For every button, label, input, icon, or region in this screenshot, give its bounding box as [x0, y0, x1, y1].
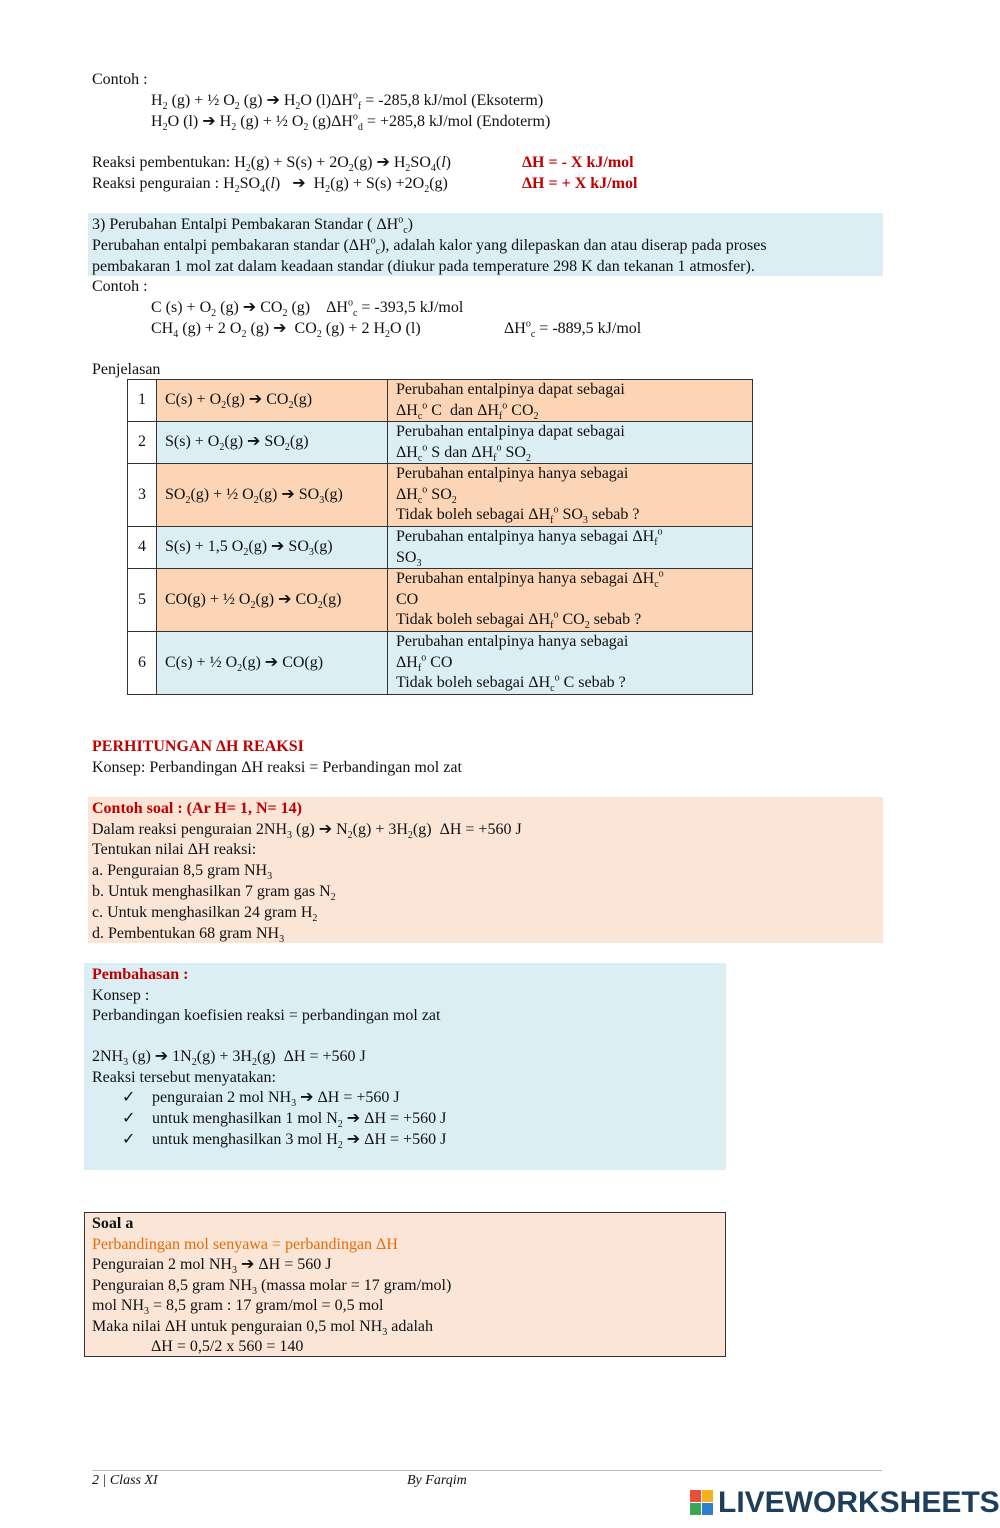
combustion-methane-dh: $\Delta H^o_c = -889,5$ kJ/mol [504, 318, 642, 341]
contoh-soal-reaction: Dalam reaksi penguraian $2NH_3$ (g) ➔ $N_2(g) + 3H_2(g) \Delta H = +560$ J [92, 821, 522, 842]
row-equation: $SO_2(g)$ + ½ $O_2(g)$ ➔ $SO_3(g)$ [157, 464, 388, 527]
arrow-icon: ➔ [281, 485, 295, 503]
row-description: Perubahan entalpinya hanya sebagai $\Delta H_f^o$ CO Tidak boleh sebagai $\Delta H_c^o$ C sebab ? [388, 632, 753, 695]
contoh-soal-instruction: Tentukan nilai ΔH reaksi: [92, 841, 257, 858]
contoh-soal-b: b. Untuk menghasilkan 7 gram gas $N_2$ [92, 883, 336, 904]
pembahasan-statement: Reaksi tersebut menyatakan: [92, 1069, 276, 1086]
soal-a-line3: Penguraian 8,5 gram $NH_3$ (massa molar = 17 gram/mol) [92, 1277, 452, 1298]
row-number: 5 [128, 569, 157, 632]
arrow-icon: ➔ [242, 299, 257, 316]
footer-divider [92, 1470, 882, 1471]
reaksi-pembentukan: Reaksi pembentukan: $H_2(g) + S(s) + 2O_2(g)$ ➔ $H_2SO_4(l)$ [92, 154, 451, 175]
contoh-soal-c: c. Untuk menghasilkan 24 gram $H_2$ [92, 904, 318, 925]
combustion-carbon: C $(s) + O_2$ (g) ➔ $CO_2$ (g) $\Delta H^o_c = -393,5$ kJ/mol [151, 297, 464, 320]
arrow-icon: ➔ [266, 92, 280, 109]
arrow-icon: ➔ [292, 175, 306, 192]
arrow-icon: ➔ [318, 821, 333, 838]
checkmark-icon: ✓ [122, 1131, 136, 1148]
pembahasan-check-1: ✓ penguraian 2 mol $NH_3$ ➔ ΔH = +560 J [122, 1089, 400, 1110]
penjelasan-label: Penjelasan [92, 361, 161, 378]
table-row [128, 527, 753, 569]
pembahasan-check-3: ✓ untuk menghasilkan 3 mol $H_2$ ➔ ΔH = +560 J [122, 1131, 447, 1152]
perhitungan-title: PERHITUNGAN ΔH REAKSI [92, 738, 304, 755]
soal-a-result: ΔH = 0,5/2 x 560 = 140 [151, 1338, 304, 1355]
table-row [128, 632, 753, 695]
pembahasan-title: Pembahasan : [92, 966, 189, 983]
pembahasan-konsep: Konsep : [92, 987, 150, 1004]
row-equation: C(s) + ½ $O_2(g)$ ➔ CO(g) [157, 632, 388, 695]
liveworksheets-logo-icon [690, 1490, 714, 1516]
reaksi-penguraian: Reaksi penguraian : $H_2SO_4(l)$ ➔ $H_2(g) + S(s) +2O_2(g)$ [92, 175, 448, 196]
perhitungan-konsep: Konsep: Perbandingan ΔH reaksi = Perbandingan mol zat [92, 759, 462, 776]
section3-contoh-label: Contoh : [92, 278, 148, 295]
combustion-methane: $CH_4$ (g) + 2 $O_2$ (g) ➔ $CO_2$ (g) + 2 $H_2O$ (l) [151, 320, 421, 341]
arrow-icon: ➔ [154, 1048, 169, 1065]
row-description: Perubahan entalpinya hanya sebagai $\Delta H_f^o$ $SO_3$ [388, 527, 753, 569]
row-description: Perubahan entalpinya dapat sebagai $\Delta H_c^o$ S dan $\Delta H_f^o$ $SO_2$ [388, 422, 753, 464]
row-number: 1 [128, 380, 157, 422]
row-number: 3 [128, 464, 157, 527]
pembahasan-concept-text: Perbandingan koefisien reaksi = perbandingan mol zat [92, 1007, 441, 1024]
reaksi-penguraian-dh: ΔH = + X kJ/mol [522, 175, 638, 192]
pembahasan-check-2: ✓ untuk menghasilkan 1 mol $N_2$ ➔ ΔH = +560 J [122, 1110, 447, 1131]
arrow-icon: ➔ [278, 590, 292, 608]
table-row [128, 569, 753, 632]
footer-author: By Farqim [407, 1473, 467, 1488]
checkmark-icon: ✓ [122, 1110, 136, 1127]
contoh-soal-title: Contoh soal : (Ar H= 1, N= 14) [92, 800, 302, 817]
soal-a-title: Soal a [92, 1215, 134, 1232]
arrow-icon: ➔ [273, 320, 287, 337]
soal-a-line2: Penguraian 2 mol $NH_3$ ➔ ΔH = 560 J [92, 1256, 332, 1277]
soal-a-line5: Maka nilai ΔH untuk penguraian 0,5 mol $NH_3$ adalah [92, 1318, 433, 1339]
arrow-icon: ➔ [264, 653, 279, 671]
section3-definition-cont: pembakaran 1 mol zat dalam keadaan standar (diukur pada temperature 298 K dan tekanan 1 atmosfer). [92, 258, 755, 275]
penjelasan-table [127, 379, 753, 695]
soal-a-line4: mol $NH_3 = 8,5$ gram : 17 gram/mol = 0,5 mol [92, 1297, 384, 1318]
checkmark-icon: ✓ [122, 1089, 136, 1106]
contoh-soal-a: a. Penguraian 8,5 gram $NH_3$ [92, 862, 273, 883]
row-equation: $S(s) + O_2(g)$ ➔ $SO_2(g)$ [157, 422, 388, 464]
arrow-icon: ➔ [271, 538, 285, 556]
row-description: Perubahan entalpinya hanya sebagai $\Delta H_c^o$ CO Tidak boleh sebagai $\Delta H_f^o$ $CO_2$ sebab ? [388, 569, 753, 632]
section3-definition: Perubahan entalpi pembakaran standar $(\Delta H^o_c)$, adalah kalor yang dilepaskan dan atau diserap pada proses [92, 235, 767, 258]
soal-a-principle: Perbandingan mol senyawa = perbandingan ΔH [92, 1236, 398, 1253]
arrow-icon: ➔ [240, 1256, 255, 1273]
arrow-icon: ➔ [376, 154, 390, 171]
liveworksheets-brand[interactable]: LIVEWORKSHEETS [718, 1486, 1000, 1519]
arrow-icon: ➔ [346, 1131, 361, 1148]
pembahasan-reaction: $2NH_3$ (g) ➔ $1N_2(g) + 3H_2(g) \Delta H = +560$ J [92, 1048, 366, 1069]
row-equation: CO(g) + ½ $O_2(g)$ ➔ $CO_2(g)$ [157, 569, 388, 632]
arrow-icon: ➔ [202, 113, 216, 130]
section3-heading: 3) Perubahan Entalpi Pembakaran Standar ( $\Delta H^o_c$) [92, 214, 413, 237]
row-number: 4 [128, 527, 157, 569]
contoh-soal-d: d. Pembentukan 68 gram $NH_3$ [92, 925, 285, 946]
row-number: 6 [128, 632, 157, 695]
arrow-icon: ➔ [247, 433, 261, 451]
row-equation: $C(s) + O_2(g)$ ➔ $CO_2(g)$ [157, 380, 388, 422]
reaksi-pembentukan-dh: ΔH = - X kJ/mol [522, 154, 634, 171]
row-description: Perubahan entalpinya hanya sebagai $\Delta H_c^o$ $SO_2$ Tidak boleh sebagai $\Delta H_f^o$ $SO_3$ sebab ? [388, 464, 753, 527]
equation-decomposition-water: $H_2O$ (l) ➔ $H_2$ (g) + ½ $O_2$ $(g)\Delta H^o_d = +285,8$ kJ/mol (Endoterm) [151, 111, 551, 134]
arrow-icon: ➔ [248, 391, 263, 409]
row-equation: S(s) + 1,5 $O_2(g)$ ➔ $SO_3(g)$ [157, 527, 388, 569]
row-number: 2 [128, 422, 157, 464]
contoh-label: Contoh : [92, 71, 148, 88]
footer-page-info: 2 | Class XI [92, 1473, 158, 1488]
arrow-icon: ➔ [346, 1110, 361, 1127]
arrow-icon: ➔ [300, 1089, 314, 1106]
equation-formation-water: $H_2$ (g) + ½ $O_2$ (g) ➔ $H_2O$ $(l)\Delta H^o_f = -285,8$ kJ/mol (Eksoterm) [151, 90, 544, 113]
row-description: Perubahan entalpinya dapat sebagai $\Delta H_c^o$ C dan $\Delta H_f^o$ $CO_2$ [388, 380, 753, 422]
table-row [128, 464, 753, 527]
table-row [128, 380, 753, 422]
table-row [128, 422, 753, 464]
